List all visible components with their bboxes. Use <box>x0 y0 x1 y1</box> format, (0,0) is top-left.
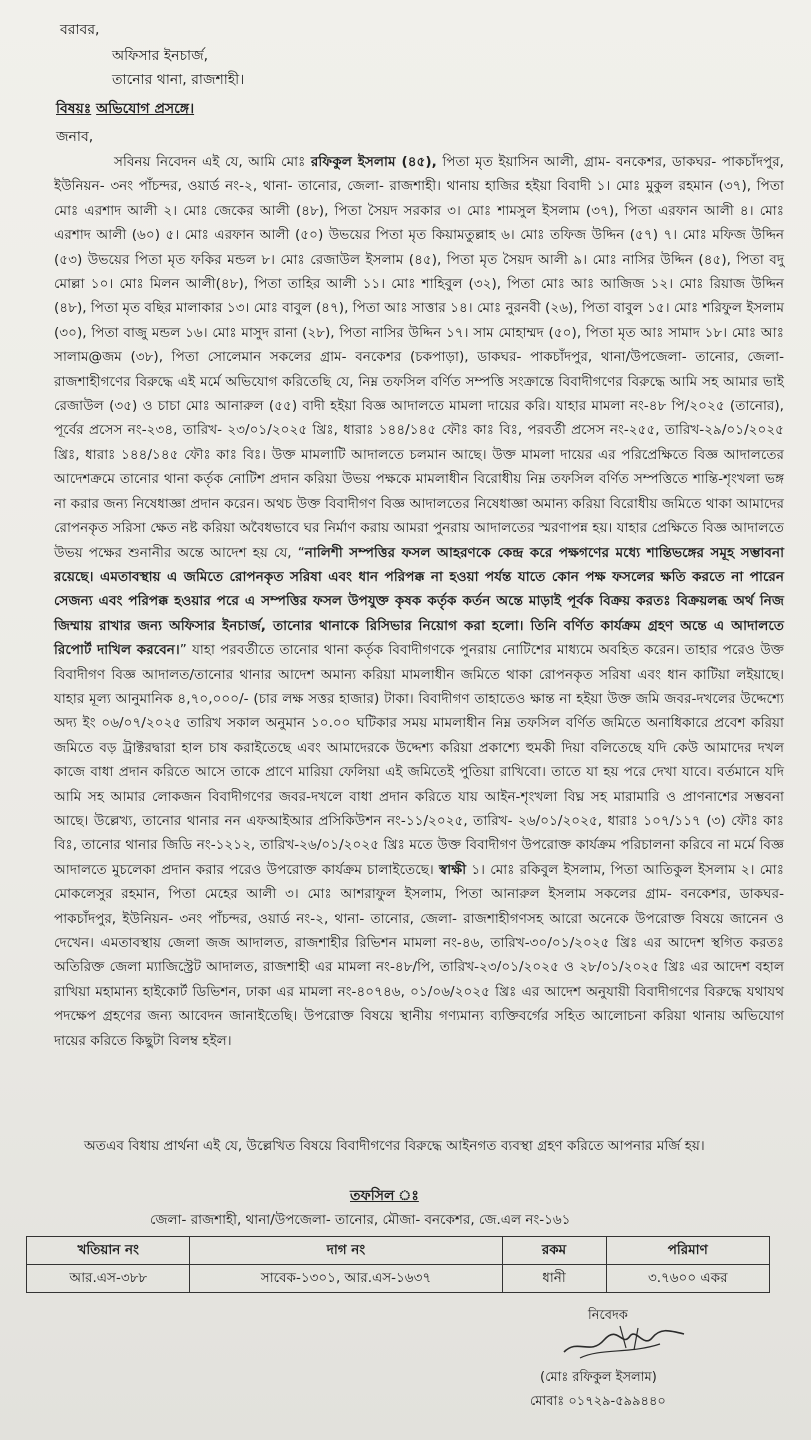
schedule-header-row <box>27 1237 770 1265</box>
header-dag: দাগ নং <box>190 1237 502 1265</box>
court-order-quote: নালিশী সম্পত্তির ফসল আহরণকে কেন্দ্র করে পক্ষগণের মধ্যে শান্তিভঙ্গের সমূহ সম্ভাবনা রয়েছে। এমতাবস্থায় এ জমিতে রোপনকৃত সরিষা এবং ধান পরিপক্ক না হওয়া পর্যন্ত যাতে কোন পক্ষ ফসলের ক্ষতি করতে না পারেন সেজন্য এবং পরিপক্ক হওয়ার পরে এ সম্পত্তির ফসল উপযুক্ত কৃষক কর্তৃক কর্তন অন্তে মাড়াই পূর্বক বিক্রয় করতঃ বিক্রয়লব্ধ অর্থ নিজ জিম্মায় রাখার জন্য অফিসার ইনচার্জ, তানোর থানাকে রিসিভার নিয়োগ করা হলো। তিনি বর্ণিত কার্যক্রম গ্রহণ অন্তে এ আদালতে রিপোর্ট দাখিল করবেন। <box>54 544 785 659</box>
salutation: জনাব, <box>56 129 94 145</box>
cell-type: ধানী <box>502 1265 606 1293</box>
recipient-officer: অফিসার ইনচার্জ, <box>112 48 209 64</box>
prayer-paragraph: অতএব বিধায় প্রার্থনা এই যে, উল্লেখিত বিষয়ে বিবাদীগণের বিরুদ্ধে আইনগত ব্যবস্থা গ্রহণ করিতে আপনার মর্জি হয়। <box>84 1138 705 1154</box>
schedule-table <box>26 1236 770 1293</box>
body-incident: ” যাহা পরবর্তীতে তানোর থানা কর্তৃক বিবাদীগণকে পুনরায় নোটিশের মাধ্যমে অবহিত করেন। তাহার পরেও উক্ত বিবাদীগণ বিজ্ঞ আদালত/তানোর থানার আদেশ অমান্য করিয়া মামলাধীন জমিতে থাকা রোপনকৃত সরিষা এবং ধান কাটিয়া লইয়াছে। যাহার মূল্য আনুমানিক ৪,৭০,০০০/- (চার লক্ষ সত্তর হাজার) টাকা। বিবাদীগণ তাহাতেও ক্ষান্ত না হইয়া উক্ত জমি জবর-দখলের উদ্দেশ্যে অদ্য ইং ০৬/০৭/২০২৫ তারিখ সকাল অনুমান ১০.০০ ঘটিকার সময় মামলাধীন নিম্ন তফসিল বর্ণিত জমিতে অনাধিকারে প্রবেশ করিয়া জমিতে বড় ট্রাক্টরদ্বারা হাল চাষ করাইতেছে এবং আমাদেরকে উদ্দেশ্য করিয়া প্রকাশ্যে হুমকী দিয়া বলিতেছে যদি কেউ আমাদের দখল কাজে বাধা প্রদান করিতে আসে তাকে প্রাণে মারিয়া ফেলিয়া এই জমিতেই পুতিয়া রাখিবো। তাতে যা হয় পরে দেখা যাবে। বর্তমানে যদি আমি সহ আমার লোকজন বিবাদীগণের জবর-দখলে বাধা প্রদান করিতে যায় আইন-শৃংখলা বিঘ্ন সহ মারামারি ও প্রাণনাশের সম্ভবনা আছে। উল্লেখ্য, তানোর থানার নন এফআইআর প্রসিকিউশন নং-১১/২০২৫, তারিখ- ২৬/০১/২০২৫, ধারাঃ ১০৭/১১৭ (৩) ফৌঃ কাঃ বিঃ, তানোর থানার জিডি নং-১২১২, তারিখ-২৬/০১/২০২৫ খ্রিঃ মতে উক্ত বিবাদীগণ উপরোক্ত কার্যক্রম পরিচালনা করিবে না মর্মে বিজ্ঞ আদালতে মুচলেকা প্রদান করার পরেও উপরোক্ত কার্যক্রম চালাইতেছে। <box>54 642 784 878</box>
subject-label: বিষয়ঃ <box>56 101 92 117</box>
cell-khatian: আর.এস-৩৮৮ <box>27 1265 190 1293</box>
subject-text: অভিযোগ প্রসঙ্গে। <box>96 101 195 117</box>
complainant-name: রফিকুল ইসলাম (৪৫), <box>310 154 437 170</box>
handwritten-signature <box>560 1318 690 1364</box>
body-intro: সবিনয় নিবেদন এই যে, আমি মোঃ <box>114 154 311 170</box>
body-witnesses: ১। মোঃ রকিবুল ইসলাম, পিতা আতিকুল ইসলাম ২। মোঃ মোকলেসুর রহমান, পিতা মেহের আলী ৩। মোঃ আশরাফুল ইসলাম, পিতা আনারুল ইসলাম সকলের গ্রাম- বনকেশর, ডাকঘর- পাকচাঁদপুর, ইউনিয়ন- ৩নং পাঁচন্দর, ওয়ার্ড নং-২, থানা- তানোর, জেলা- রাজশাহীগণসহ আরো অনেকে উপরোক্ত বিষয়ে জানেন ও দেখেন। এমতাবস্থায় জেলা জজ আদালত, রাজশাহীর রিভিশন মামলা নং-৪৬, তারিখ-৩০/০১/২০২৫ খ্রিঃ এর আদেশ স্থগিত করতঃ অতিরিক্ত জেলা ম্যাজিস্ট্রেট আদালত, রাজশাহী এর মামলা নং-৪৮/পি, তারিখ-২৩/০১/২০২৫ ও ২৮/০১/২০২৫ খ্রিঃ এর আদেশ বহাল রাখিয়া মহামান্য হাইকোর্ট ডিভিশন, ঢাকা এর মামলা নং-৪০৭৪৬, ০১/০৬/২০২৫ খ্রিঃ এর আদেশ অনুযায়ী বিবাদীগণের বিরুদ্ধে যথাযথ পদক্ষেপ গ্রহণের জন্য আবেদন জানাইতেছি। উপরোক্ত বিষয়ে স্থানীয় গণ্যমান্য ব্যক্তিবর্গের সহিত আলোচনা করিয়া থানায় অভিযোগ দায়ের করিতে কিছুটা বিলম্ব হইল। <box>54 861 784 1049</box>
witness-label: স্বাক্ষী <box>439 861 467 878</box>
table-row <box>27 1265 770 1293</box>
signatory-name: (মোঃ রফিকুল ইসলাম) <box>540 1370 657 1385</box>
schedule-title: তফসিল ঃ <box>350 1188 419 1204</box>
recipient-station: তানোর থানা, রাজশাহী। <box>112 72 245 88</box>
cell-dag: সাবেক-১৩০১, আর.এস-১৬৩৭ <box>190 1265 502 1293</box>
header-khatian: খতিয়ান নং <box>27 1237 190 1265</box>
subject-line <box>56 97 194 121</box>
recipient-salutation: বরাবর, <box>60 22 100 38</box>
cell-amount: ৩.৭৬০০ একর <box>606 1265 769 1293</box>
body-accusation: পিতা মৃত ইয়াসিন আলী, গ্রাম- বনকেশর, ডাকঘর- পাকচাঁদপুর, ইউনিয়ন- ৩নং পাঁচন্দর, ওয়ার্ড নং-২, থানা- তানোর, জেলা- রাজশাহী। থানায় হাজির হইয়া বিবাদী ১। মোঃ মুকুল রহমান (৩৭), পিতা মোঃ এরশাদ আলী ২। মোঃ জেকের আলী (৪৮), পিতা সৈয়দ সরকার ৩। মোঃ শামসুল ইসলাম (৩৭), পিতা এরফান আলী ৪। মোঃ এরশাদ আলী (৬০) ৫। মোঃ এরফান আলী (৫০) উভয়ের পিতা মৃত কিয়ামতুল্লাহ ৬। মোঃ তফিজ উদ্দিন (৫৭) ৭। মোঃ মফিজ উদ্দিন (৫৩) উভয়ের পিতা মৃত ফকির মন্ডল ৮। মোঃ রেজাউল ইসলাম (৪৫), পিতা মৃত সৈয়দ আলী ৯। মোঃ নাসির উদ্দিন (৪৫), পিতা বদু মোল্লা ১০। মোঃ মিলন আলী(৪৮), পিতা তাহির আলী ১১। মোঃ শাহিবুল (৩২), পিতা মোঃ আঃ আজিজ ১২। মোঃ রিয়াজ উদ্দিন (৪৮), পিতা মৃত বছির মালাকার ১৩। মোঃ বাবুল (৪৭), পিতা আঃ সাত্তার ১৪। মোঃ নুরনবী (২৬), পিতা বাবুল ১৫। মোঃ শরিফুল ইসলাম (৩০), পিতা বাজু মন্ডল ১৬। মোঃ মাসুদ রানা (২৮), পিতা নাসির উদ্দিন ১৭। সাম মোহাম্মদ (৫০), পিতা মৃত আঃ সামাদ ১৮। মোঃ আঃ সালাম@জম (৩৮), পিতা সোলেমান সকলের গ্রাম- বনকেশর (চকপাড়া), ডাকঘর- পাকচাঁদপুর, থানা/উপজেলা- তানোর, জেলা- রাজশাহীগণের বিরুদ্ধে এই মর্মে অভিযোগ করিতেছি যে, নিম্ন তফসিল বর্ণিত সম্পত্তি সংক্রান্তে বিবাদীগণের বিরুদ্ধে আমি সহ আমার ভাই রেজাউল (৩৫) ও চাচা মোঃ আনারুল (৫৫) বাদী হইয়া বিজ্ঞ আদালতে মামলা দায়ের করি। যাহার মামলা নং-৪৮ পি/২০২৫ (তানোর), পূর্বের প্রসেস নং-২৩৪, তারিখ- ২৩/০১/২০২৫ খ্রিঃ, ধারাঃ ১৪৪/১৪৫ ফৌঃ কাঃ বিঃ, পরবর্তী প্রসেস নং-২৫৫, তারিখ-২৯/০১/২০২৫ খ্রিঃ, ধারাঃ ১৪৪/১৪৫ ফৌঃ কাঃ বিঃ। উক্ত মামলাটি আদালতে চলমান আছে। উক্ত মামলা দায়ের এর পরিপ্রেক্ষিতে বিজ্ঞ আদালতের আদেশক্রমে তানোর থানা কর্তৃক নোটিশ প্রদান করিয়া উভয় পক্ষকে মামলাধীন বিরোধীয় নিম্ন তফসিল বর্ণিত সম্পত্তিতে শান্তি-শৃংখলা ভঙ্গ না করার জন্য নিষেধাজ্ঞা প্রদান করেন। অথচ উক্ত বিবাদীগণ বিজ্ঞ আদালতের নিষেধাজ্ঞা অমান্য করিয়া বিরোধীয় জমিতে থাকা আমাদের রোপনকৃত সরিসা ক্ষেত নষ্ট করিয়া অবৈধভাবে ঘর নির্মাণ করায় আমরা পুনরায় আদালতের স্মরণাপন্ন হয়। যাহার প্রেক্ষিতে বিজ্ঞ আদালতে উভয় পক্ষের শুনানীর অন্তে আদেশ হয় যে, “ <box>54 154 785 561</box>
letter-body <box>54 150 784 1053</box>
signatory-phone: মোবাঃ ০১৭২৯-৫৯৯৪৪০ <box>530 1394 666 1409</box>
header-amount: পরিমাণ <box>606 1237 769 1265</box>
schedule-description: জেলা- রাজশাহী, থানা/উপজেলা- তানোর, মৌজা- বনকেশর, জে.এল নং-১৬১ <box>150 1212 571 1228</box>
signature-label: নিবেদক <box>588 1308 628 1323</box>
body-paragraph <box>54 150 784 1053</box>
header-type: রকম <box>502 1237 606 1265</box>
